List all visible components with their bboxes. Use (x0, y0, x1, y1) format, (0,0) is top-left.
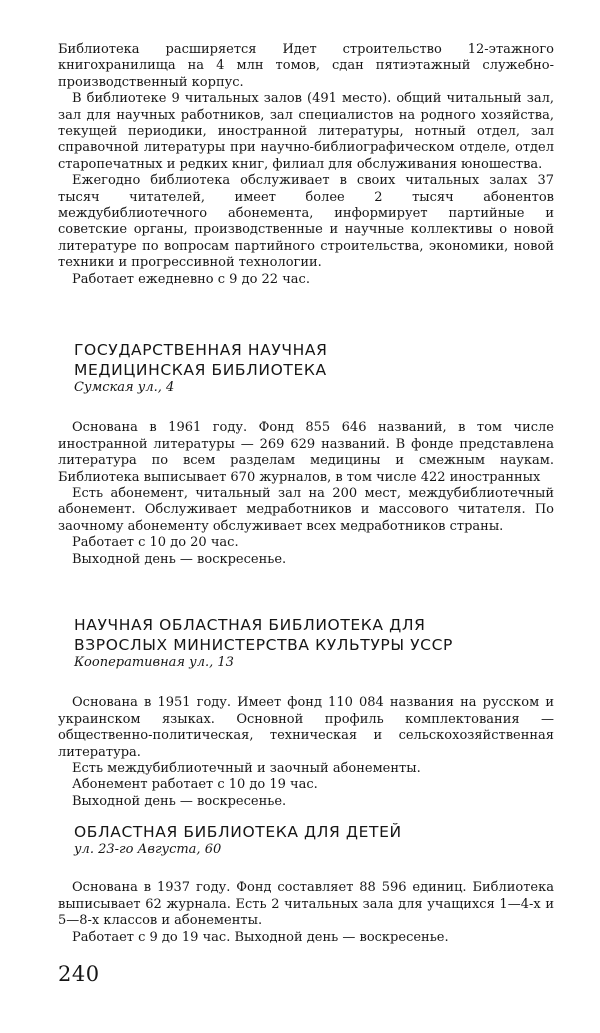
section-address: Кооперативная ул., 13 (74, 655, 234, 670)
section-title: ОБЛАСТНАЯ БИБЛИОТЕКА ДЛЯ ДЕТЕЙ (74, 823, 402, 841)
section-title: НАУЧНАЯ ОБЛАСТНАЯ БИБЛИОТЕКА ДЛЯ (74, 616, 426, 634)
section-title: МЕДИЦИНСКАЯ БИБЛИОТЕКА (74, 361, 327, 379)
section-paragraph: Есть абонемент, читальный зал на 200 мест, междубиблиотечный абонемент. Обслуживает медработников и массового читателя. По заочному абонементу обслуживает всех медработников страны. (58, 486, 554, 534)
intro-block (58, 42, 554, 288)
section-address: Сумская ул., 4 (74, 380, 175, 395)
intro-paragraph: В библиотеке 9 читальных залов (491 место). общий читальный зал, зал для научных работников, зал специалистов на родного хозяйства, текущей периодики, иностранной литературы, нотный отдел, зал справочной литературы при научно-библиографическом отделе, отдел старопечатных и редких книг, филиал для обслуживания юношества. (58, 91, 554, 172)
section-title: ВЗРОСЛЫХ МИНИСТЕРСТВА КУЛЬТУРЫ УССР (74, 636, 453, 654)
page-number: 240 (58, 962, 100, 986)
section-paragraph: Абонемент работает с 10 до 19 час. (72, 777, 318, 793)
section-address: ул. 23-го Августа, 60 (74, 842, 222, 857)
section-title: ГОСУДАРСТВЕННАЯ НАУЧНАЯ (74, 341, 328, 359)
section-paragraph: Работает с 10 до 20 час. (72, 535, 239, 551)
section-paragraph: Выходной день — воскресенье. (72, 793, 287, 809)
section-paragraph: Основана в 1951 году. Имеет фонд 110 084 названия на русском и украинском языках. Основной профиль комплектования — общественно-политическая, техническая и сельскохозяйственная литература. (58, 695, 554, 760)
section-paragraph: Основана в 1961 году. Фонд 855 646 названий, в том числе иностранной литературы — 269 629 названий. В фонде представлена литература по всем разделам медицины и смежным наукам. Библиотека выписывает 670 журналов, в том числе 422 иностранных (58, 420, 554, 485)
section-paragraph: Основана в 1937 году. Фонд составляет 88 596 единиц. Библиотека выписывает 62 журнала. Есть 2 читальных зала для учащихся 1—4-х и 5—8-х классов и абонементы. (58, 880, 554, 929)
section-medical-library (58, 340, 554, 568)
section-regional-adult-library (58, 615, 554, 810)
intro-paragraph: Библиотека расширяется Идет строительство 12-этажного книгохранилища на 4 млн томов, сдан пятиэтажный служебно-производственный корпус. (58, 42, 554, 90)
section-paragraph: Работает с 9 до 19 час. Выходной день — воскресенье. (72, 929, 449, 945)
intro-paragraph: Работает ежедневно с 9 до 22 час. (72, 271, 310, 287)
intro-paragraph: Ежегодно библиотека обслуживает в своих читальных залах 37 тысяч читателей, имеет более 2 тысяч абонентов междубиблиотечного абонемента, информирует партийные и советские органы, производственные и научные коллективы о новой литературе по вопросам партийного строительства, экономики, новой техники и прогрессивной технологии. (58, 173, 554, 271)
section-children-library (58, 822, 554, 946)
section-paragraph: Выходной день — воскресенье. (72, 551, 287, 567)
section-paragraph: Есть междубиблиотечный и заочный абонементы. (72, 761, 421, 777)
